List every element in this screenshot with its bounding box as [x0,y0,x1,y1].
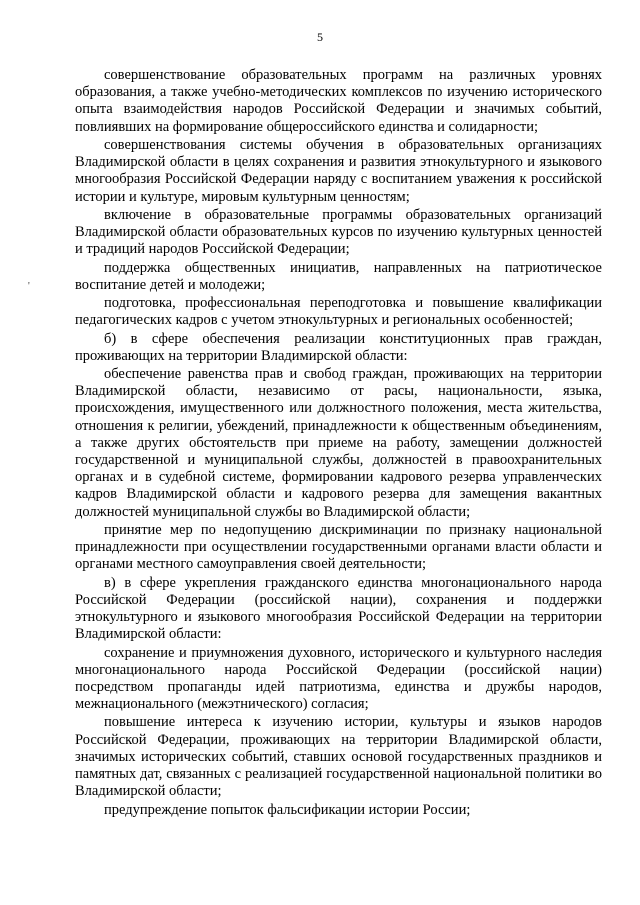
paragraph-2: совершенствования системы обучения в образовательных организациях Владимирской области в целях сохранения и развития этнокультурного и языкового многообразия Российской Федерации наряду с воспитанием уважения к российской истории и культуре, мировым культурным ценностям; [75,136,602,205]
paragraph-6-section-b: б) в сфере обеспечения реализации конституционных прав граждан, проживающих на территории Владимирской области: [75,330,602,364]
paragraph-9-section-v: в) в сфере укрепления гражданского единства многонационального народа Российской Федерации (российской нации), сохранения и поддержки этнокультурного и языкового многообразия Российской Федерации на территории Владимирской области: [75,574,602,643]
paragraph-12: предупреждение попыток фальсификации истории России; [104,801,471,818]
paragraph-1: совершенствование образовательных программ на различных уровнях образования, а также учебно-методических комплексов по изучению исторического опыта взаимодействия народов Российской Федерации и значимых событий, повлиявших на формирование общероссийского единства и солидарности; [75,67,602,135]
paragraph-5: подготовка, профессиональная переподготовка и повышение квалификации педагогических кадров с учетом этнокультурных и региональных особенностей; [75,295,602,329]
page-number: 5 [317,30,323,44]
paragraph-3: включение в образовательные программы образовательных организаций Владимирской области образовательных курсов по изучению культурных ценностей и традиций народов Российской Федерации; [75,206,602,258]
document-body [75,67,602,820]
paragraph-7: обеспечение равенства прав и свобод граждан, проживающих на территории Владимирской области, независимо от расы, национальности, языка, происхождения, имущественного или должностного положения, места жительства, отношения к религии, убеждений, принадлежности к общественным объединениям, а также других обстоятельств при приеме на работу, замещении должностей государственной и муниципальной службы, должностей в правоохранительных органах и в судебной системе, формировании кадрового резерва управленческих кадров Владимирской области и кадрового резерва для замещения вакантных должностей муниципальной службы во Владимирской области; [75,366,602,520]
paragraph-11: повышение интереса к изучению истории, культуры и языков народов Российской Федерации, проживающих на территории Владимирской области, значимых исторических событий, ставших основой государственных праздников и памятных дат, связанных с реализацией государственной национальной политики во Владимирской области; [75,714,602,800]
paragraph-10: сохранение и приумножения духовного, исторического и культурного наследия многонационального народа Российской Федерации (российской нации) посредством пропаганды идей патриотизма, единства и дружбы народов, межнационального (межэтнического) согласия; [75,644,602,713]
paragraph-8: принятие мер по недопущению дискриминации по признаку национальной принадлежности при осуществлении государственными органами власти области и органами местного самоуправления своей деятельности; [75,521,602,573]
margin-mark: ' [28,281,30,292]
paragraph-4: поддержка общественных инициатив, направленных на патриотическое воспитание детей и молодежи; [75,259,602,293]
